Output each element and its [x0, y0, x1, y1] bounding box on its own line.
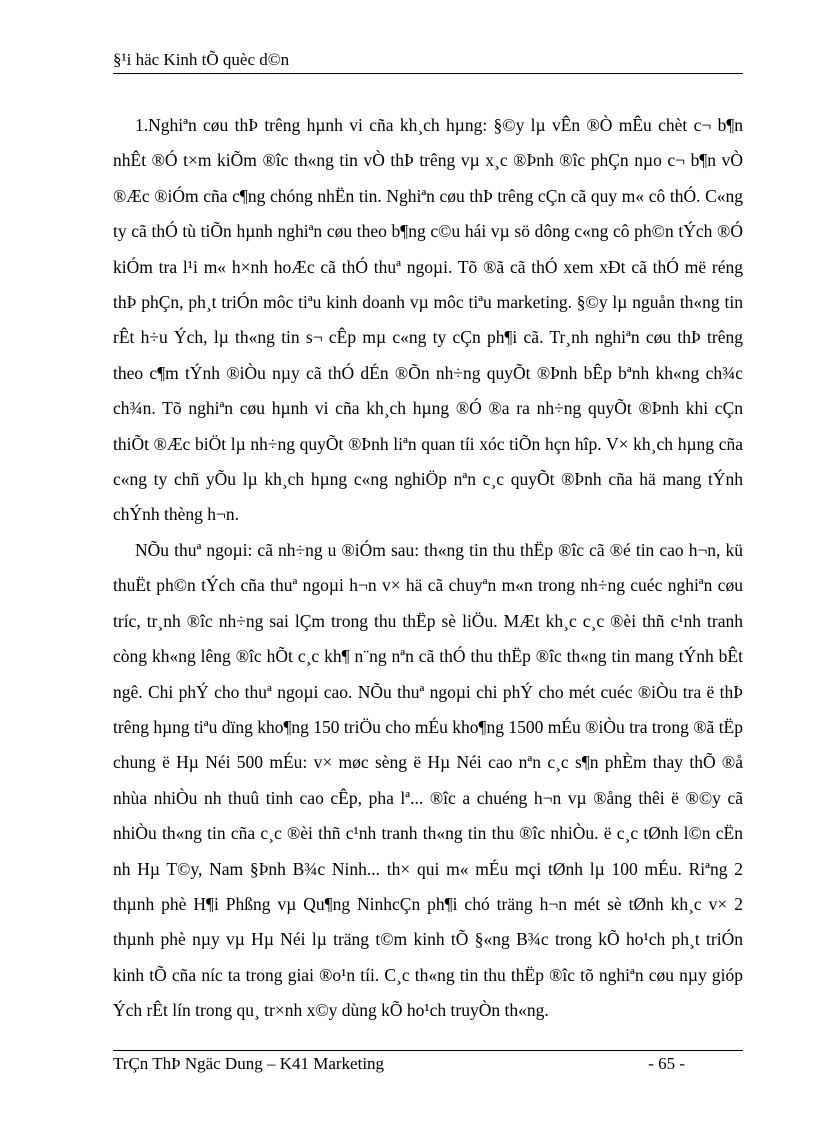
footer-author: TrÇn ThÞ Ngäc Dung – K41 Marketing: [113, 1054, 385, 1073]
header-title: §¹i häc Kinh tÕ quèc d©n: [113, 50, 290, 69]
page-footer: [113, 1050, 743, 1081]
paragraph-1: 1.Nghiªn cøu thÞ trêng hµnh vi cña kh¸ch hµng: §©y lµ vÊn ®Ò mÊu chèt c¬ b¶n nhÊt ®Ó t×m kiÕm ®îc th«ng tin vÒ thÞ trêng vµ x¸c ®Þnh ®îc phÇn nµo c¬ b¶n vÒ ®Æc ®iÓm cña c¶ng chóng nhËn tin. Nghiªn cøu thÞ trêng cÇn cã quy m« cô thÓ. C«ng ty cã thÓ tù tiÕn hµnh nghiªn cøu theo b¶ng c©u hái vµ sö dông c«ng cô ph©n tÝch ®Ó kiÓm tra l¹i m« h×nh hoÆc cã thÓ thuª ngoµi. Tõ ®ã cã thÓ xem xÐt cã thÓ më réng thÞ phÇn, ph¸t triÓn môc tiªu kinh doanh vµ môc tiªu marketing. §©y lµ nguån th«ng tin rÊt h÷u Ých, lµ th«ng tin s¬ cÊp mµ c«ng ty cÇn ph¶i cã. Tr¸nh nghiªn cøu thÞ trêng theo c¶m tÝnh ®iÒu nµy cã thÓ dÉn ®Õn nh÷ng quyÕt ®Þnh bÊp bªnh kh«ng ch¾c ch¾n. Tõ nghiªn cøu hµnh vi cña kh¸ch hµng ®Ó ®a ra nh÷ng quyÕt ®Þnh khi cÇn thiÕt ®Æc biÖt lµ nh÷ng quyÕt ®Þnh liªn quan tíi xóc tiÕn hçn hîp. V× kh¸ch hµng cña c«ng ty chñ yÕu lµ kh¸ch hµng c«ng nghiÖp nªn c¸c quyÕt ®Þnh cña hä mang tÝnh chÝnh thèng h¬n.: [113, 115, 743, 525]
body-text: [113, 108, 743, 1029]
page-header: [113, 49, 743, 74]
page-number: - 65 -: [648, 1054, 685, 1073]
paragraph-2: NÕu thuª ngoµi: cã nh÷ng u ®iÓm sau: th«ng tin thu thËp ®îc cã ®é tin cao h¬n, kü thuËt ph©n tÝch cña thuª ngoµi h¬n v× hä cã chuyªn m«n trong nh÷ng cuéc nghiªn cøu tríc, tr¸nh ®îc nh÷ng sai lÇm trong thu thËp sè liÖu. MÆt kh¸c c¸c ®èi thñ c¹nh tranh còng kh«ng lêng ®îc hÕt c¸c kh¶ n¨ng nªn cã thÓ thu thËp ®îc th«ng tin mang tÝnh bÊt ngê. Chi phÝ cho thuª ngoµi cao. NÕu thuª ngoµi chi phÝ cho mét cuéc ®iÒu tra ë thÞ trêng hµng tiªu dïng kho¶ng 150 triÖu cho mÉu kho¶ng 1500 mÉu ®iÒu tra trong ®ã tËp chung ë Hµ Néi 500 mÉu: v× møc sèng ë Hµ Néi cao nªn c¸c s¶n phÈm thay thÕ ®å nhùa nhiÒu nh thuû tinh cao cÊp, pha lª... ®îc a chuéng h¬n vµ ®ång thêi ë ®©y cã nhiÒu th«ng tin cña c¸c ®èi thñ c¹nh tranh th«ng tin thu ®îc nhiÒu. ë c¸c tØnh l©n cËn nh Hµ T©y, Nam §Þnh B¾c Ninh... th× qui m« mÉu mçi tØnh lµ 100 mÉu. Riªng 2 thµnh phè H¶i Phßng vµ Qu¶ng NinhcÇn ph¶i chó träng h¬n mét sè tØnh kh¸c v× 2 thµnh phè nµy vµ Hµ Néi lµ träng t©m kinh tÕ §«ng B¾c trong kÕ ho¹ch ph¸t triÓn kinh tÕ cña níc ta trong giai ®o¹n tíi. C¸c th«ng tin thu thËp ®îc tõ nghiªn cøu nµy gióp Ých rÊt lín trong qu¸ tr×nh x©y dùng kÕ ho¹ch truyÒn th«ng.: [113, 539, 743, 1021]
